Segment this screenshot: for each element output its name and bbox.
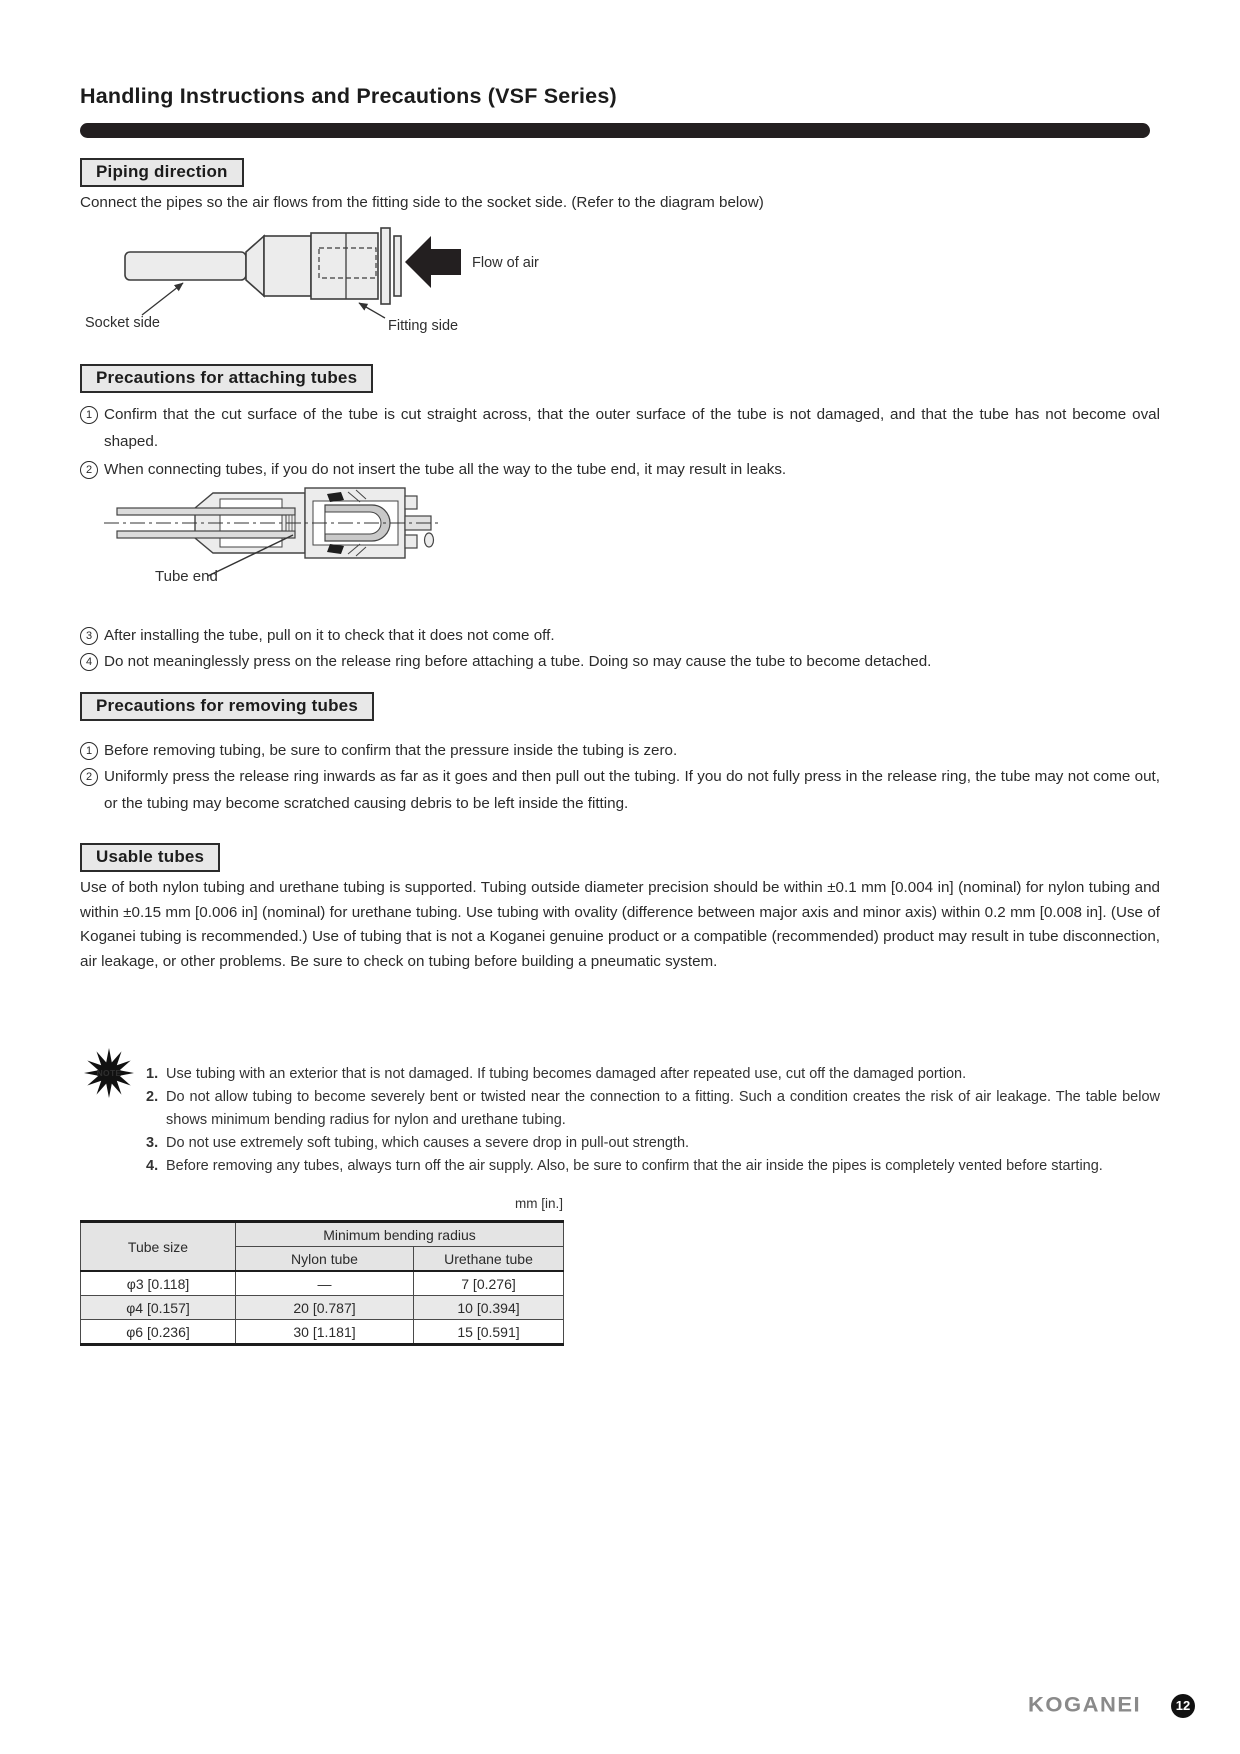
note-text: Use tubing with an exterior that is not damaged. If tubing becomes damaged after repeated use, cut off the damaged portion. — [166, 1066, 967, 1082]
piping-intro-text: Connect the pipes so the air flows from the fitting side to the socket side. (Refer to the diagram below) — [80, 194, 764, 211]
section-heading-usable-tubes: Usable tubes — [80, 843, 220, 872]
instruction-text: When connecting tubes, if you do not insert the tube all the way to the tube end, it may result in leaks. — [104, 461, 787, 478]
instruction-text: Uniformly press the release ring inwards as far as it goes and then pull out the tubing. If you do not fully press in the release ring, the tube may not come out, or the tubing may become scratched causing debris to be left inside the fitting. — [104, 768, 1160, 812]
tube-size-header: Tube size — [81, 1222, 236, 1272]
page-number-badge — [1171, 1694, 1195, 1718]
fitting-body-shapes — [125, 228, 401, 304]
section-heading-attaching-tubes: Precautions for attaching tubes — [80, 364, 373, 393]
fitting-side-pointer — [359, 303, 385, 318]
note-starburst-icon — [84, 1046, 134, 1102]
attaching-item-2 — [80, 456, 1160, 483]
removing-item-2 — [80, 763, 1160, 817]
section-heading-removing-tubes: Precautions for removing tubes — [80, 692, 374, 721]
table-header-row — [81, 1222, 564, 1247]
tube-size-cell: φ3 [0.118] — [81, 1271, 236, 1296]
piping-direction-diagram — [80, 215, 640, 340]
instruction-text: Do not meaninglessly press on the release ring before attaching a tube. Doing so may cause the tube to become detached. — [104, 653, 932, 670]
circled-number: 1 — [80, 406, 98, 424]
tube-end-label: Tube end — [155, 568, 218, 585]
tube-end-cross-section-diagram — [98, 484, 448, 592]
note-item-3 — [146, 1132, 1160, 1155]
table-row — [81, 1271, 564, 1296]
page-number: 12 — [1175, 1698, 1191, 1713]
fitting-cross-section — [104, 488, 438, 558]
flow-of-air-label: Flow of air — [472, 255, 539, 271]
page-title: Handling Instructions and Precautions (VSF Series) — [80, 84, 617, 108]
note-text: Do not use extremely soft tubing, which causes a severe drop in pull-out strength. — [166, 1135, 690, 1151]
table-row — [81, 1296, 564, 1320]
circled-number: 2 — [80, 461, 98, 479]
minimum-bending-radius-table — [80, 1220, 564, 1346]
bending-radius-group-header: Minimum bending radius — [236, 1222, 564, 1247]
urethane-value-cell: 15 [0.591] — [414, 1320, 564, 1345]
socket-side-label: Socket side — [85, 315, 160, 331]
note-number: 2. — [146, 1089, 159, 1105]
nylon-value-cell: — — [236, 1271, 414, 1296]
note-item-1 — [146, 1063, 1160, 1086]
title-underline-bar — [80, 123, 1150, 138]
circled-number: 2 — [80, 768, 98, 786]
instruction-text: Confirm that the cut surface of the tube is cut straight across, that the outer surface of the tube is not damaged, and that the tube has not become oval shaped. — [104, 406, 1160, 450]
flow-of-air-arrow — [405, 236, 461, 288]
note-item-4 — [146, 1155, 1160, 1178]
usable-tubes-text: Use of both nylon tubing and urethane tubing is supported. Tubing outside diameter precision should be within ±0.1 mm [0.004 in] (nominal) for nylon tubing and within ±0.15 mm [0.006 in] (nominal) for urethane tubing. Use tubing with ovality (difference between major axis and minor axis) within 0.2 mm [0.008 in]. (Use of Koganei tubing is recommended.) Use of tubing that is not a Koganei genuine product or a compatible (recommended) product may result in tube disconnection, air leakage, or other problems. Be sure to check on tubing before building a pneumatic system. — [80, 879, 1160, 970]
nylon-value-cell: 20 [0.787] — [236, 1296, 414, 1320]
section-heading-piping-direction: Piping direction — [80, 158, 244, 187]
urethane-tube-header: Urethane tube — [414, 1247, 564, 1272]
note-text: Do not allow tubing to become severely bent or twisted near the connection to a fitting. Such a condition creates the risk of air leakage. The table below shows minimum bending radius for nylon and urethane tubing. — [166, 1089, 1160, 1128]
removing-item-1 — [80, 737, 1160, 764]
circled-number: 4 — [80, 653, 98, 671]
attaching-item-3 — [80, 622, 1160, 649]
nylon-tube-header: Nylon tube — [236, 1247, 414, 1272]
note-item-2 — [146, 1086, 1160, 1132]
table-unit-label: mm [in.] — [514, 1196, 563, 1211]
koganei-logo: KOGANEI — [1028, 1692, 1142, 1717]
socket-side-pointer — [142, 283, 183, 315]
table-row — [81, 1320, 564, 1345]
note-number: 3. — [146, 1135, 159, 1151]
urethane-value-cell: 7 [0.276] — [414, 1271, 564, 1296]
nylon-value-cell: 30 [1.181] — [236, 1320, 414, 1345]
note-text: Before removing any tubes, always turn off the air supply. Also, be sure to confirm that the air inside the pipes is completely vented before starting. — [166, 1158, 1103, 1174]
attaching-item-4 — [80, 648, 1160, 675]
circled-number: 3 — [80, 627, 98, 645]
note-number: 1. — [146, 1066, 159, 1082]
fitting-side-label: Fitting side — [388, 318, 459, 334]
attaching-item-1 — [80, 401, 1160, 455]
note-number: 4. — [146, 1158, 159, 1174]
instruction-text: Before removing tubing, be sure to confirm that the pressure inside the tubing is zero. — [104, 742, 678, 759]
note-icon-label: NOTE — [96, 1068, 122, 1078]
instruction-text: After installing the tube, pull on it to check that it does not come off. — [104, 627, 555, 644]
circled-number: 1 — [80, 742, 98, 760]
urethane-value-cell: 10 [0.394] — [414, 1296, 564, 1320]
tube-size-cell: φ4 [0.157] — [81, 1296, 236, 1320]
tube-size-cell: φ6 [0.236] — [81, 1320, 236, 1345]
